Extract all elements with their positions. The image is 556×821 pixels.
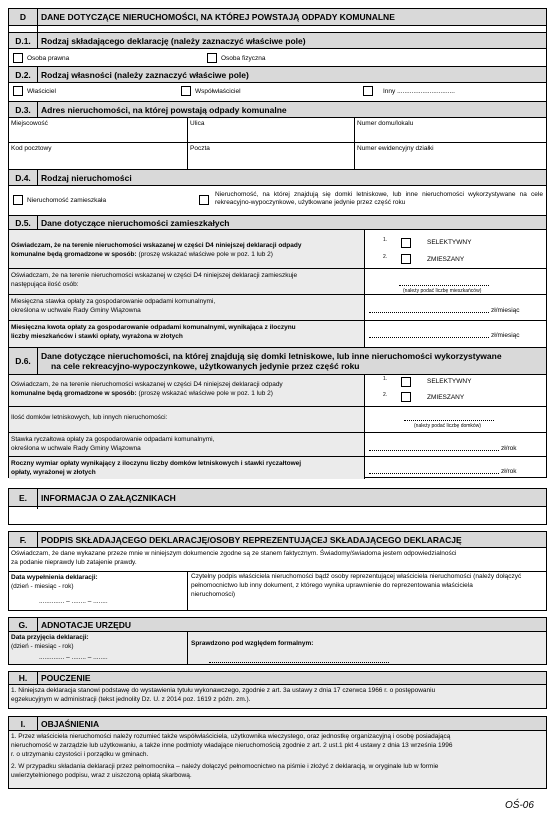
section-d4-header <box>9 169 546 186</box>
checkbox-d6-mixed[interactable] <box>401 392 411 402</box>
section-d5-title: Dane dotyczące nieruchomości zamieszkałych <box>41 217 230 228</box>
d5-rate-unit: zł/miesiąc <box>491 307 520 314</box>
section-g-code: G. <box>9 618 38 631</box>
d6-houses-note: (należy podać liczbę domków) <box>414 423 481 429</box>
g-checked-input[interactable] <box>209 662 389 663</box>
section-e-header <box>9 489 546 507</box>
section-f-header <box>9 532 546 548</box>
g-checked-label: Sprawdzono pod względem formalnym: <box>191 640 314 647</box>
section-d3-title: Adres nieruchomości, na której powstają odpady komunalne <box>41 104 287 115</box>
section-d1-header <box>9 32 546 49</box>
d5-method-line1: Oświadczam, że na terenie nieruchomości wskazanej w części D4 niniejszej deklaracji odpady <box>11 242 302 249</box>
i-text-line2: nieruchomość w zarządzie lub użytkowaniu, a także inne podmioty władające nieruchomością zgodnie z art. 2 ust.1 pkt 4 ustawy z dnia 13 września 1996 <box>11 742 453 749</box>
f-statement-line2: za podanie nieprawdy lub zatajenie prawdy. <box>11 559 137 566</box>
checkbox-d5-mixed[interactable] <box>401 254 411 264</box>
d5-residents-line1: Oświadczam, że na terenie nieruchomości wskazanej w części D4 niniejszej deklaracji zamieszkuje <box>11 272 298 279</box>
section-d2-code: D.2. <box>9 67 38 82</box>
d6-amount-input[interactable] <box>369 473 499 474</box>
field-plot-number[interactable]: Numer ewidencyjny działki <box>357 145 434 152</box>
section-d6-title <box>41 348 542 374</box>
section-f-code: F. <box>9 532 38 547</box>
label-natural-person: Osoba fizyczna <box>221 55 266 62</box>
d6-method-line2-bold: komunalne będą gromadzone w sposób: <box>11 390 137 397</box>
section-i-title: OBJAŚNIENIA <box>41 718 100 729</box>
section-d2-header <box>9 66 546 83</box>
label-d5-selective: SELEKTYWNY <box>427 239 472 246</box>
d6-houses-label: Ilość domków letniskowych, lub innych nieruchomości: <box>11 414 168 421</box>
d5-amount-unit: zł/miesiąc <box>491 332 520 339</box>
section-g <box>8 617 547 665</box>
section-f-title: PODPIS SKŁADAJĄCEGO DEKLARACJĘ/OSOBY REPREZENTUJĄCEJ SKŁADAJĄCEGO DEKLARACJĘ <box>41 534 462 545</box>
checkbox-owner[interactable] <box>13 86 23 96</box>
section-d5-code: D.5. <box>9 216 38 229</box>
section-d-title: DANE DOTYCZĄCE NIERUCHOMOŚCI, NA KTÓREJ POWSTAJĄ ODPADY KOMUNALNE <box>41 12 395 22</box>
label-inhabited: Nieruchomość zamieszkała <box>27 197 107 204</box>
section-h-code: H. <box>9 672 38 684</box>
field-street[interactable]: Ulica <box>190 120 205 127</box>
d5-residents-note: (należy podać liczbę mieszkańców) <box>403 288 482 294</box>
section-i-code: I. <box>9 717 38 730</box>
f-date-input[interactable]: .............. – ........ – ........ <box>39 598 108 605</box>
d6-rate-unit: zł/rok <box>501 445 517 452</box>
d5-amount-line1: Miesięczna kwota opłaty za gospodarowanie odpadami komunalnymi, wynikająca z iloczynu <box>11 324 296 331</box>
d6-method-hint: (proszę wskazać właściwe pole w poz. 1 lub 2) <box>138 390 273 397</box>
section-g-title: ADNOTACJE URZĘDU <box>41 619 132 630</box>
d5-residents-input[interactable] <box>399 285 489 286</box>
f-signature-line2: pełnomocnictwo lub inny dokument, z którego wynika uprawnienie do reprezentowania właściciela <box>191 582 473 589</box>
section-h-header <box>9 672 546 685</box>
i-text-line5: uwierzytelnionego podpisu, wraz z uiszczoną opłatą skarbową. <box>11 772 192 779</box>
section-d3-header <box>9 101 546 118</box>
d5-method-line2 <box>11 251 273 259</box>
d5-residents-line2: następująca ilość osób: <box>11 281 79 288</box>
section-d6-title-line1: Dane dotyczące nieruchomości, na której znajdują się domki letniskowe, lub inne nieruchomości wykorzystywane <box>41 351 502 361</box>
section-e-code: E. <box>9 489 38 506</box>
field-postal-code[interactable]: Kod pocztowy <box>11 145 52 152</box>
checkbox-legal-person[interactable] <box>13 53 23 63</box>
checkbox-natural-person[interactable] <box>207 53 217 63</box>
label-co-owner: Współwłaściciel <box>195 88 241 95</box>
g-date-input[interactable]: .............. – ........ – ........ <box>39 654 108 661</box>
d5-rate-line1: Miesięczna stawka opłaty za gospodarowanie odpadami komunalnymi, <box>11 298 216 305</box>
section-d6-code: D.6. <box>9 348 38 374</box>
d6-rate-line2: określona w uchwale Rady Gminy Wiązowna <box>11 445 141 452</box>
label-owner: Właściciel <box>27 88 56 95</box>
h-text-line2: egzekucyjnym w administracji (tekst jednolity Dz. U. z 2014 poz. 1619 z późn. zm.). <box>11 696 251 703</box>
section-d-header <box>9 9 546 26</box>
label-d5-mixed: ZMIESZANY <box>427 256 465 263</box>
d6-amount-line2: opłaty, wyrażonej w złotych <box>11 469 96 476</box>
section-i-header <box>9 717 546 731</box>
section-e-title: INFORMACJA O ZAŁĄCZNIKACH <box>41 492 176 503</box>
d5-amount-line2: liczby mieszkańców i stawki opłaty, wyrażona w złotych <box>11 333 183 340</box>
i-text-line4: 2. W przypadku składania deklaracji przez pełnomocnika – należy dołączyć pełnomocnictwo na piśmie i złożyć z deklaracją, w oryginale lub w formie <box>11 763 439 770</box>
field-post-office[interactable]: Poczta <box>190 145 210 152</box>
section-d6-title-line2: na cele rekreacyjno-wypoczynkowe, użytkowanych jedynie przez część roku <box>51 361 360 371</box>
checkbox-d5-selective[interactable] <box>401 238 411 248</box>
d6-amount-unit: zł/rok <box>501 468 517 475</box>
form-code-footer: OŚ-06 <box>505 800 534 811</box>
d5-method-hint: (proszę wskazać właściwe pole w poz. 1 lub 2) <box>138 251 273 258</box>
field-house-number[interactable]: Numer domu/lokalu <box>357 120 414 127</box>
d6-houses-input[interactable] <box>404 420 494 421</box>
checkbox-other[interactable] <box>363 86 373 96</box>
section-h <box>8 671 547 709</box>
f-date-sub: (dzień - miesiąc - rok) <box>11 583 74 590</box>
g-date-sub: (dzień - miesiąc - rok) <box>11 643 74 650</box>
h-text-line1: 1. Niniejsza deklaracja stanowi podstawę do wystawienia tytułu wykonawczego, zgodnie z art. 3a ustawy z dnia 17 czerwca 1966 r. o postępowaniu <box>11 687 436 694</box>
section-g-header <box>9 618 546 632</box>
checkbox-co-owner[interactable] <box>181 86 191 96</box>
d6-option2-number: 2. <box>383 392 388 398</box>
section-i <box>8 716 547 789</box>
d5-amount-input[interactable] <box>369 337 489 338</box>
f-statement-line1: Oświadczam, że dane wykazane przeze mnie w niniejszym dokumencie zgodne są ze stanem faktycznym. Świadomy/świadoma jestem odpowiedzialności <box>11 550 457 557</box>
f-date-label: Data wypełnienia deklaracji: <box>11 574 98 581</box>
f-signature-line1: Czytelny podpis właściciela nieruchomości bądź osoby reprezentującej właściciela nieruchomości (należy dołączyć <box>191 573 522 580</box>
d6-rate-line1: Stawka ryczałtowa opłaty za gospodarowanie odpadami komunalnymi, <box>11 436 215 443</box>
label-d6-mixed: ZMIESZANY <box>427 394 465 401</box>
label-holiday-property: Nieruchomość, na której znajdują się domki letniskowe, lub inne nieruchomości wykorzystywane na cele rekreacyjno-wypoczynkowe, użytkowane jedynie przez część roku <box>215 191 543 206</box>
d6-rate-input[interactable] <box>369 450 499 451</box>
section-h-title: POUCZENIE <box>41 673 91 683</box>
section-d-code: D <box>9 9 38 25</box>
f-signature-line3: nieruchomości) <box>191 591 236 598</box>
section-d1-code: D.1. <box>9 33 38 48</box>
field-locality[interactable]: Miejscowość <box>11 120 48 127</box>
d6-amount-line1: Roczny wymiar opłaty wynikający z iloczynu liczby domków letniskowych i stawki ryczałtowej <box>11 460 302 467</box>
section-d5-header <box>9 215 546 230</box>
section-d2-title: Rodzaj własności (należy zaznaczyć właściwe pole) <box>41 69 249 80</box>
section-d4-title: Rodzaj nieruchomości <box>41 172 132 183</box>
d5-option1-number: 1. <box>383 237 388 243</box>
i-text-line1: 1. Przez właściciela nieruchomości należy rozumieć także współwłaściciela, użytkownika wieczystego, oraz jednostkę organizacyjną i osobę posiadającą <box>11 733 451 740</box>
section-e <box>8 488 547 525</box>
d6-method-line1: Oświadczam, że na terenie nieruchomości wskazanej w części D4 niniejszej deklaracji odpady <box>11 381 283 388</box>
checkbox-inhabited[interactable] <box>13 195 23 205</box>
label-d6-selective: SELEKTYWNY <box>427 378 472 385</box>
section-d1-title: Rodzaj składającego deklarację (należy zaznaczyć właściwe pole) <box>41 35 306 46</box>
d6-method-line2 <box>11 390 273 398</box>
checkbox-holiday-property[interactable] <box>199 195 209 205</box>
section-d6-header <box>9 347 546 375</box>
label-other[interactable]: Inny ................................ <box>383 88 455 95</box>
d5-rate-line2: określona w uchwale Rady Gminy Wiązowna <box>11 307 141 314</box>
section-d4-code: D.4. <box>9 170 38 185</box>
g-date-label: Data przyjęcia deklaracji: <box>11 634 89 641</box>
section-f <box>8 531 547 611</box>
section-d3-code: D.3. <box>9 102 38 117</box>
d6-option1-number: 1. <box>383 376 388 382</box>
checkbox-d6-selective[interactable] <box>401 377 411 387</box>
label-legal-person: Osoba prawna <box>27 55 70 62</box>
d5-method-line2-bold: komunalne będą gromadzone w sposób: <box>11 251 137 258</box>
i-text-line3: r. o utrzymaniu czystości i porządku w gminach. <box>11 751 149 758</box>
d5-option2-number: 2. <box>383 254 388 260</box>
d5-rate-input[interactable] <box>369 312 489 313</box>
section-d <box>8 8 547 478</box>
